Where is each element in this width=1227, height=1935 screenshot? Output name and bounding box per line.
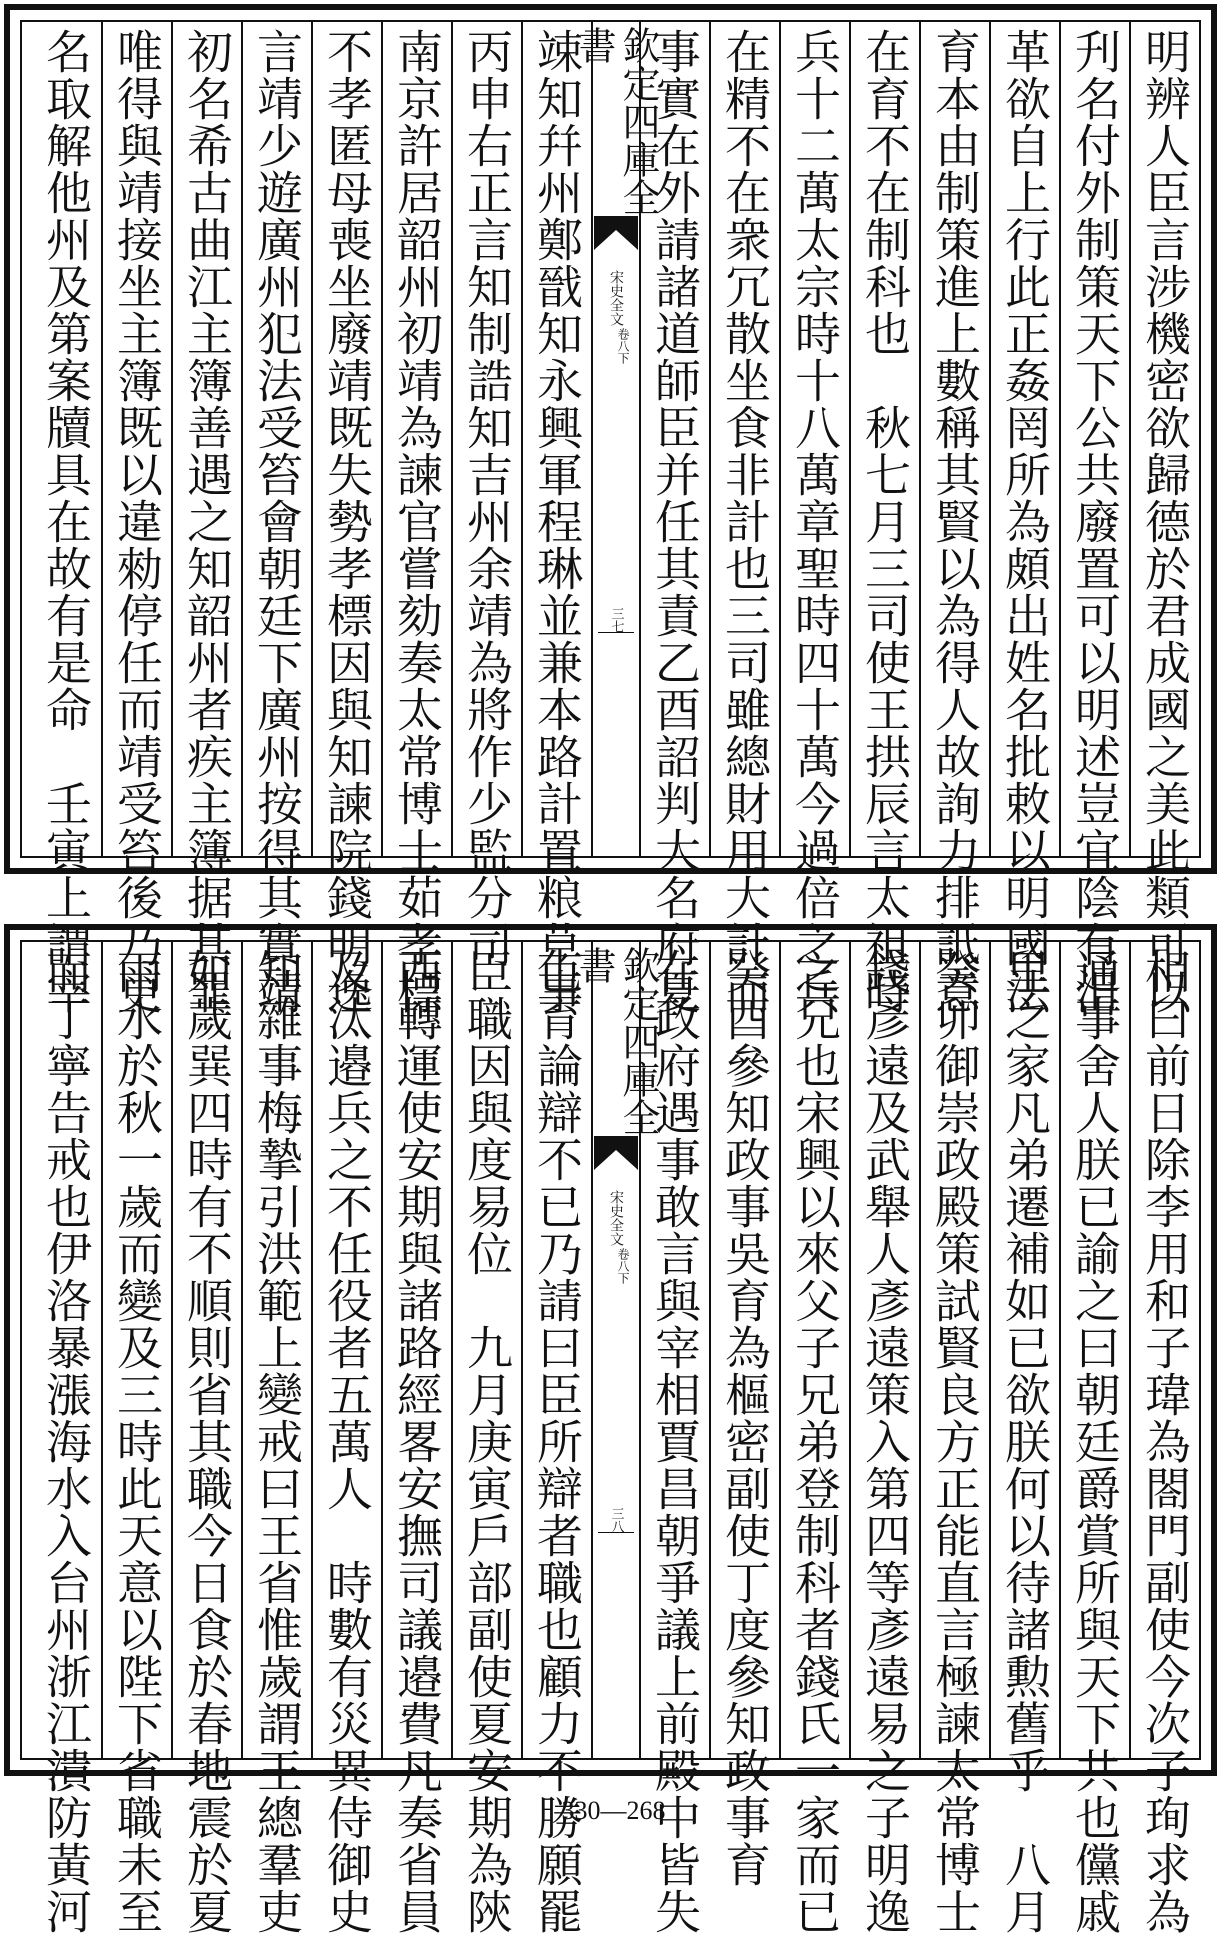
text-column: 明辨人臣言涉機密欲歸德於君成國之美此類可以 (1129, 22, 1199, 856)
fold-column (572, 22, 660, 856)
text-column: 相曰前日除李用和子瑋為閤門副使今次子珣求為 (1129, 942, 1199, 1758)
fish-tail-mark-icon (594, 1136, 638, 1170)
text-column: 唯得與靖接坐主簿既以違勑停任而靖受笞後乃更 (101, 22, 171, 856)
text-column: 及汰邉兵之不任役者五萬人 時數有災異侍御史 (311, 942, 381, 1758)
top-page-frame (4, 4, 1217, 1015)
page-footer-number: 330—268 (561, 1796, 666, 1825)
text-column: 西轉運使安期與諸路經畧安撫司議邉費凡奏省員 (381, 942, 451, 1758)
fold-title: 欽定四庫全書 (572, 946, 660, 1136)
text-column: 癸卯御崇政殿策試賢良方正能直言極諫太常博士 (919, 942, 989, 1758)
fold-volume: 卷八下 (616, 1248, 630, 1284)
text-column: 事實在外請諸道師臣并任其責乙酉詔判大名府夏 (639, 22, 709, 856)
fold-book-title: 宋史全文 (608, 270, 624, 326)
text-column: 色育論辯不已乃請曰臣所辯者職也顧力不勝願罷 (521, 942, 591, 1758)
text-column: 在育不在制科也 秋七月三司使王拱辰言太祖時 (849, 22, 919, 856)
fold-volume: 卷八下 (616, 328, 630, 364)
fold-title: 欽定四庫全書 (572, 26, 660, 216)
text-column: 而丁寧告戒也伊洛暴漲海水入台州浙江潰防黃河 (39, 948, 93, 1935)
text-column: 在政府遇事敢言與宰相賈昌朝爭議上前殿中皆失 (639, 942, 709, 1758)
text-column: 言靖少遊廣州犯法受笞會朝廷下廣州按得其實靖 (241, 22, 311, 856)
text-column: 錢彥遠及武舉人彥遠策入第四等彥遠易之子明逸 (849, 942, 919, 1758)
text-column: 名取解他州及第案牘具在故有是命 壬寅上謂宰 (39, 28, 93, 1015)
top-page-columns (20, 20, 1201, 1015)
text-column: 臣職因與度易位 九月庚寅戶部副使夏安期為陝 (451, 942, 521, 1758)
text-column: 育本由制策進上數稱其賢以為得人故詢力排詆意 (919, 22, 989, 856)
fish-tail-mark-icon (594, 216, 638, 250)
text-column: 知雜事梅摯引洪範上變戒曰王省惟歲謂王總羣吏 (241, 942, 311, 1758)
text-column: 兵十二萬太宗時十八萬章聖時四十萬今過倍之兵 (779, 22, 849, 856)
fold-book-title: 宋史全文 (608, 1190, 624, 1246)
fold-rule (598, 632, 634, 633)
text-column: 里之家凡弟遷補如已欲朕何以待諸勲舊乎 八月 (989, 942, 1059, 1758)
text-column: 在精不在衆冗散坐食非計也三司雖總財用大計而 (709, 22, 779, 856)
text-column: 竦知幷州鄭戩知永興軍程琳並兼本路計置粮草事 (521, 22, 591, 856)
text-column: 刋名付外制策天下公共廢置可以明述豈宜陰有沮 (1059, 22, 1129, 856)
text-column: 癸酉參知政事吳育為樞密副使丁度參知政事育 (709, 942, 779, 1758)
text-column: 之兄也宋興以來父子兄弟登制科者錢氏一家而已 (779, 942, 849, 1758)
fold-column (572, 942, 660, 1758)
fold-page-number: 三八 (608, 1507, 624, 1533)
text-column: 初名希古曲江主簿善遇之知韶州者疾主簿据其罪 (171, 22, 241, 856)
text-column: 丙申右正言知制誥知吉州余靖為將作少監分司 (451, 22, 521, 856)
fold-page-number: 三七 (608, 607, 624, 633)
fold-rule (598, 1532, 634, 1533)
text-column: 南京許居韶州初靖為諫官嘗劾奏太常博士茹孝標 (381, 22, 451, 856)
text-column: 不孝匿母喪坐廢靖既失勢孝標因與知諫院錢明逸 (311, 22, 381, 856)
text-column: 雨水於秋一歲而變及三時此天意以陛下省職未至 (101, 942, 171, 1758)
text-column: 革欲自上行此正姦罔所為頗出姓名批敕以明國法 (989, 22, 1059, 856)
text-column: 通事舍人朕已諭之曰朝廷爵賞所與天下共也儻戚 (1059, 942, 1129, 1758)
text-column: 如歲𢁉四時有不順則省其職今日食於春地震於夏 (171, 942, 241, 1758)
